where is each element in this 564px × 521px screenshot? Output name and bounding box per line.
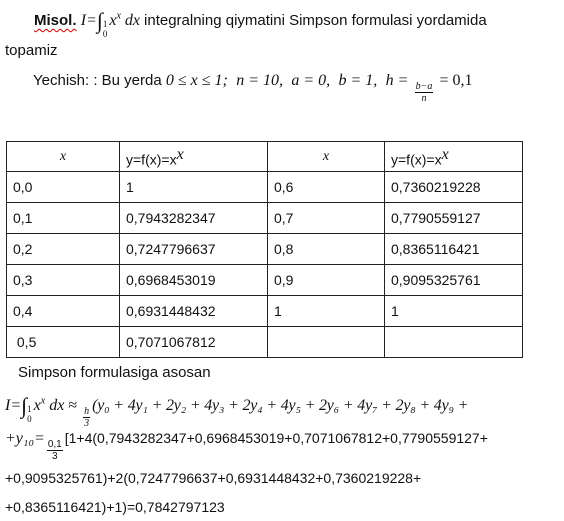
values-table [6,141,523,358]
table-cell: 0,7071067812 [120,327,268,358]
table-cell: 0,4 [7,296,120,327]
formula-intro: Simpson formulasiga asosan [18,364,211,381]
table-row [7,296,523,327]
table-cell: 1 [268,296,385,327]
header-fx-2: $y=f(x)=x^x$ [385,142,523,172]
integral-sign-icon: ∫ [96,8,103,33]
h-over-3-fraction: $\frac{h}{3}$ [84,406,90,429]
formula-line-1: I=∫ 1 0 $x^x$ dx ≈ $\frac{h}{3}$ (y₀ + 4y₁ + 2y₂ + 4y₃ + 2y₄ + 4y₅ + 2y₆ + 4y₇ + 2y₈ + 4y₉ + [5,393,469,429]
table-cell: 0,1 [7,203,120,234]
solution-label: Yechish: : Bu yerda [33,72,166,89]
formula-line-3: +0,9095325761)+2(0,7247796637+0,6931448432+0,7360219228+ [5,470,422,486]
step-fraction-2: $\frac{0,1}{3}$ [47,439,62,462]
table-cell: 0,7 [268,203,385,234]
header-fx-1: $y=f(x)=x^x$ [120,142,268,172]
table-cell: 0,6968453019 [120,265,268,296]
table-cell: 0,9095325761 [385,265,523,296]
example-label: Misol. [34,12,77,29]
table-cell: 0,7943282347 [120,203,268,234]
integral-sign-icon: ∫ [21,393,28,418]
table-cell: 0,7360219228 [385,172,523,203]
formula-line-2: +y₁₀= $\frac{0,1}{3}$ [1+4(0,7943282347+0,6968453019+0,7071067812+0,7790559127+ [5,430,488,462]
table-cell: 0,5 [7,327,120,358]
table-cell: 0,6 [268,172,385,203]
header-x-2: x [268,142,385,172]
table-cell [385,327,523,358]
table-row [7,327,523,358]
table-cell [268,327,385,358]
table-cell: 0,7247796637 [120,234,268,265]
formula-line-4: +0,8365116421)+1)=0,7842797123 [5,499,225,515]
table-row [7,172,523,203]
table-row [7,234,523,265]
problem-text-continued: topamiz [5,42,58,59]
table-cell: 0,6931448432 [120,296,268,327]
problem-statement [34,8,487,39]
table-cell: 1 [385,296,523,327]
table-cell: 1 [120,172,268,203]
integral-expression: I=∫ 1 0 $x^x$ dx [80,8,141,39]
table-row [7,203,523,234]
table-cell: 0,3 [7,265,120,296]
table-row [7,265,523,296]
table-cell: 0,0 [7,172,120,203]
table-cell: 0,9 [268,265,385,296]
table-cell: 0,7790559127 [385,203,523,234]
solution-conditions: Yechish: : Bu yerda 0 ≤ x ≤ 1; n = 10, a = 0, b = 1, h = $\frac{b-a}{n}$ = 0,1 [33,72,473,104]
table-cell: 0,8365116421 [385,234,523,265]
problem-text: integralning qiymatini Simpson formulasi yordamida [144,12,487,29]
table-header-row [7,142,523,172]
step-fraction: $\frac{b-a}{n}$ [415,81,433,104]
header-x-1: x [7,142,120,172]
table-cell: 0,2 [7,234,120,265]
table-cell: 0,8 [268,234,385,265]
